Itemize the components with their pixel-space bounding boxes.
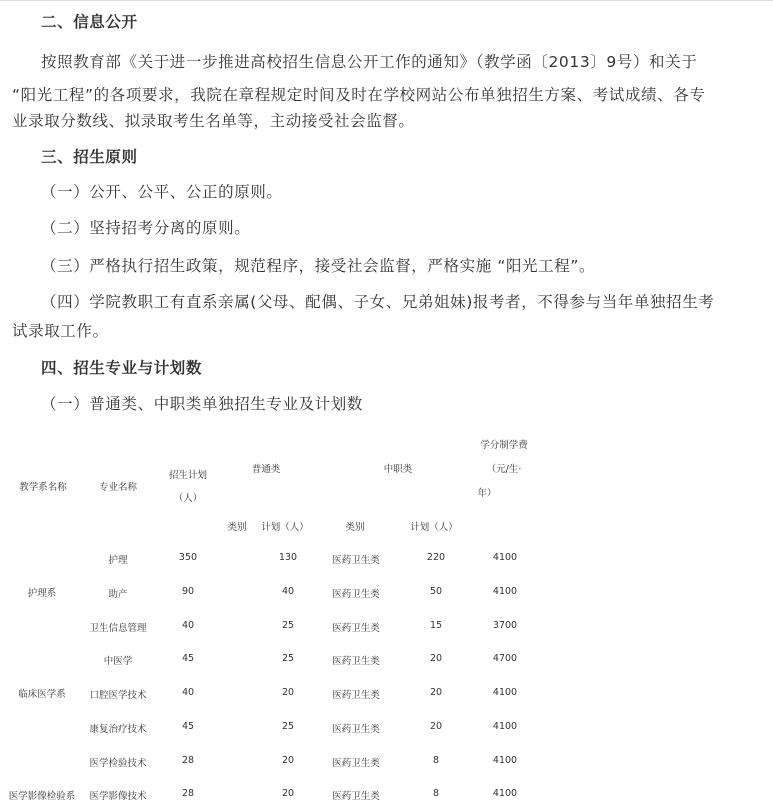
row-vocational-plan: 15 <box>429 620 443 631</box>
disclosure-paragraph-line-2: “阳光工程”的各项要求，我院在章程规定时间及时在学校网站公布单独招生方案、考试成绩、各专 <box>12 86 706 104</box>
row-vocational-category: 医药卫生类 <box>332 623 380 634</box>
row-vocational-category: 医药卫生类 <box>332 589 380 600</box>
department-nursing: 护理系 <box>27 588 57 599</box>
department-clinical-medicine: 临床医学系 <box>18 689 66 700</box>
row-major: 康复治疗技术 <box>89 724 147 735</box>
row-major: 助产 <box>108 589 128 600</box>
header-vocational-plan: 计划（人） <box>410 522 458 533</box>
principle-item-3: （三）严格执行招生政策，规范程序，接受社会监督，严格实施 “阳光工程”。 <box>41 257 596 275</box>
disclosure-paragraph-line-3: 业录取分数线、拟录取考生名单等，主动接受社会监督。 <box>12 112 415 130</box>
row-plan: 28 <box>181 755 195 766</box>
row-general-plan: 20 <box>281 755 295 766</box>
row-vocational-plan: 20 <box>429 687 443 698</box>
section-heading-majors-plan: 四、招生专业与计划数 <box>41 359 203 377</box>
row-vocational-plan: 220 <box>426 552 446 563</box>
row-major: 护理 <box>108 555 128 566</box>
principle-item-4-line-1: （四）学院教职工有直系亲属(父母、配偶、子女、兄弟姐妹)报考者，不得参与当年单独招生考 <box>41 293 715 311</box>
header-general-plan: 计划（人） <box>261 522 309 533</box>
row-vocational-plan: 8 <box>432 755 440 766</box>
header-fee-line-3: 年） <box>477 488 497 499</box>
subsection-heading-plan-table: （一）普通类、中职类单独招生专业及计划数 <box>41 395 364 413</box>
row-vocational-category: 医药卫生类 <box>332 656 380 667</box>
row-major: 口腔医学技术 <box>89 690 147 701</box>
row-plan: 40 <box>181 687 195 698</box>
row-fee: 3700 <box>492 620 518 631</box>
row-plan: 350 <box>178 552 198 563</box>
row-vocational-category: 医药卫生类 <box>332 791 380 802</box>
row-vocational-category: 医药卫生类 <box>332 758 380 769</box>
row-major: 医学检验技术 <box>89 758 147 769</box>
header-department: 教学系名称 <box>19 482 67 493</box>
header-plan-line-2: （人） <box>173 493 203 504</box>
row-major: 医学影像技术 <box>89 791 147 802</box>
principle-item-1: （一）公开、公平、公正的原则。 <box>41 183 283 201</box>
header-general-category: 类别 <box>227 522 247 533</box>
row-general-plan: 130 <box>278 552 298 563</box>
header-plan-line-1: 招生计划 <box>168 470 208 481</box>
row-plan: 45 <box>181 721 195 732</box>
row-fee: 4100 <box>492 788 518 799</box>
department-imaging-laboratory: 医学影像检验系 <box>8 791 76 802</box>
row-vocational-category: 医药卫生类 <box>332 724 380 735</box>
row-fee: 4100 <box>492 552 518 563</box>
top-divider <box>0 0 773 1</box>
row-general-plan: 25 <box>281 653 295 664</box>
principle-item-4-line-2: 试录取工作。 <box>12 322 109 340</box>
row-fee: 4100 <box>492 755 518 766</box>
header-fee-line-1: 学分制学费 <box>480 440 528 451</box>
row-vocational-plan: 50 <box>429 586 443 597</box>
header-vocational: 中职类 <box>383 464 413 475</box>
row-fee: 4700 <box>492 653 518 664</box>
row-plan: 28 <box>181 788 195 799</box>
row-vocational-plan: 20 <box>429 653 443 664</box>
disclosure-paragraph-line-1: 按照教育部《关于进一步推进高校招生信息公开工作的通知》（教学函〔2013〕9号）和关于 <box>41 53 698 71</box>
header-major: 专业名称 <box>98 482 138 493</box>
row-plan: 45 <box>181 653 195 664</box>
row-general-plan: 20 <box>281 687 295 698</box>
row-general-plan: 25 <box>281 620 295 631</box>
row-fee: 4100 <box>492 721 518 732</box>
row-plan: 40 <box>181 620 195 631</box>
row-general-plan: 40 <box>281 586 295 597</box>
header-vocational-category: 类别 <box>345 522 365 533</box>
section-heading-disclosure: 二、信息公开 <box>41 13 138 31</box>
row-major: 卫生信息管理 <box>89 623 147 634</box>
row-vocational-category: 医药卫生类 <box>332 690 380 701</box>
principle-item-2: （二）坚持招考分离的原则。 <box>41 219 251 237</box>
row-vocational-plan: 8 <box>432 788 440 799</box>
header-fee-line-2: （元/生· <box>486 464 522 475</box>
row-major: 中医学 <box>103 656 133 667</box>
row-fee: 4100 <box>492 687 518 698</box>
enrollment-plan-table <box>0 426 773 809</box>
row-vocational-category: 医药卫生类 <box>332 555 380 566</box>
row-vocational-plan: 20 <box>429 721 443 732</box>
row-general-plan: 20 <box>281 788 295 799</box>
row-fee: 4100 <box>492 586 518 597</box>
header-general: 普通类 <box>251 464 281 475</box>
row-plan: 90 <box>181 586 195 597</box>
row-general-plan: 25 <box>281 721 295 732</box>
section-heading-principles: 三、招生原则 <box>41 148 138 166</box>
